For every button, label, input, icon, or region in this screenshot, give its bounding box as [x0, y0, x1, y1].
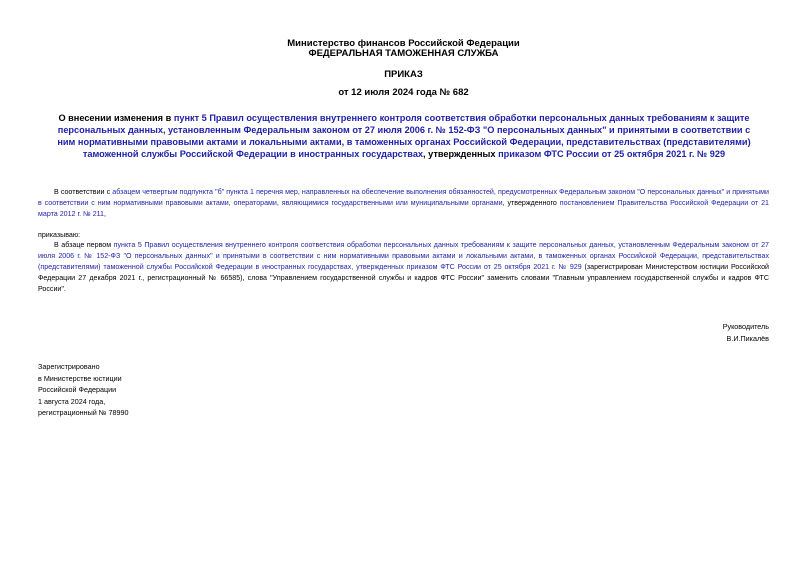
- title-middle: , утвержденных: [423, 149, 499, 159]
- title-link-order[interactable]: приказом ФТС России от 25 октября 2021 г. № 929: [498, 149, 726, 159]
- p2-link-rules[interactable]: пункта 5 Правил осуществления внутреннего контроля соответствия обработки персональных данных требованиям к защите персональных данных, установленным Федеральным законом от 27 июля 2006 г. № 152-ФЗ "О персональных данных" и принятыми в соответствии с ним нормативными правовыми актами и локальными актами, в таможенных органах Российской Федерации, представительствах (представителями) таможенной службы Российской Федерации в иностранных государствах, утвержденных приказом ФТС России от 25 октября 2021 г. № 929: [38, 241, 769, 272]
- registration-block: [38, 361, 128, 419]
- p1-prefix: В соответствии с: [54, 188, 113, 196]
- registration-line-5: регистрационный № 78990: [38, 408, 129, 417]
- document-type: ПРИКАЗ: [384, 69, 423, 80]
- paragraph-amendment: [38, 240, 769, 295]
- p1-link-decree-part[interactable]: абзацем четвертым подпункта "б" пункта 1 перечня мер, направленных на обеспечение выполнения обязанностей, предусмотренных Федеральным законом "О персональных данных" и принятыми в соответствии с ним нормативными правовыми актами, операторами, являющимися государственными или муниципальными органами: [38, 188, 770, 208]
- p2-rest: (зарегистрирован Министерством юстиции Российской Федерации 27 декабря 2021 г., регистрационный № 66585), слова "Управлением государственной службы и кадров ФТС России" заменить словами "Главным управлением государственной службы и кадров ФТС России".: [38, 263, 769, 294]
- p1-end: ,: [104, 210, 106, 219]
- document-date-number: от 12 июля 2024 года № 682: [338, 87, 469, 98]
- p2-prefix: В абзаце первом: [54, 241, 114, 249]
- p1-link-decree[interactable]: постановлением Правительства Российской Федерации от 21 марта 2012 г. № 211: [38, 199, 769, 219]
- registration-line-2: в Министерстве юстиции: [38, 373, 122, 383]
- ministry-name: Министерство финансов Российской Федерации: [287, 38, 520, 49]
- service-name: ФЕДЕРАЛЬНАЯ ТАМОЖЕННАЯ СЛУЖБА: [308, 48, 499, 59]
- title-link-rules[interactable]: пункт 5 Правил осуществления внутреннего контроля соответствия обработки персональных данных требованиям к защите персональных данных, установленным Федеральным законом от 27 июля 2006 г. № 152-ФЗ "О персональных данных" и принятыми в соответствии с ним нормативными правовыми актами и локальными актами, в таможенных органах Российской Федерации, представительствах (представителями) таможенной службы Российской Федерации в иностранных государствах: [57, 113, 751, 159]
- signature-name: В.И.Пикалёв: [726, 334, 769, 343]
- registration-line-1: Зарегистрировано: [38, 362, 100, 371]
- title-prefix: О внесении изменения в: [58, 113, 174, 123]
- order-word: приказываю:: [38, 231, 81, 239]
- registration-line-4: 1 августа 2024 года,: [38, 396, 106, 406]
- signature-block: [723, 321, 769, 345]
- p1-mid: , утвержденного: [502, 199, 560, 208]
- signature-position: Руководитель: [722, 322, 769, 331]
- registration-line-3: Российской Федерации: [38, 385, 117, 394]
- document-title: [48, 112, 760, 160]
- paragraph-basis: [38, 187, 769, 220]
